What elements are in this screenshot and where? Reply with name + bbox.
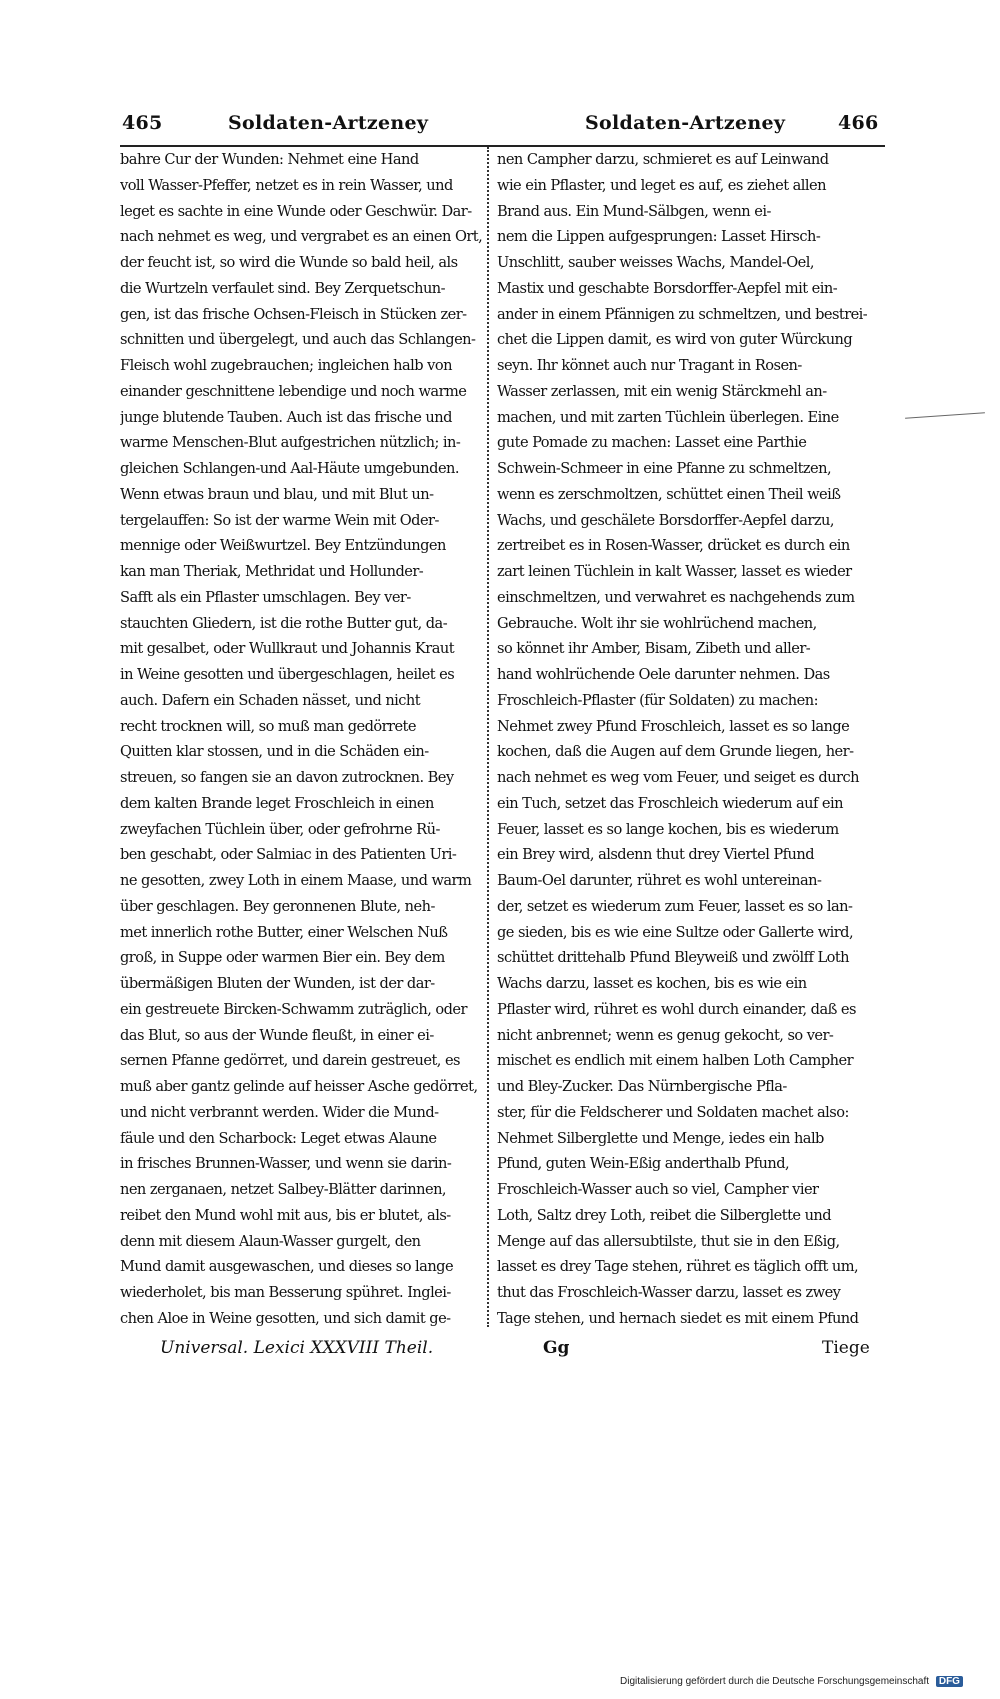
text-line: stauchten Gliedern, ist die rothe Butter gut, da- xyxy=(120,614,448,632)
left-page-number: 465 xyxy=(122,112,163,134)
text-line: Loth, Saltz drey Loth, reibet die Silberglette und xyxy=(497,1206,832,1224)
text-line: Wachs darzu, lasset es kochen, bis es wie ein xyxy=(497,975,807,992)
text-line: machen, und mit zarten Tüchlein überlegen. Eine xyxy=(497,408,839,426)
text-line: hand wohlrüchende Oele darunter nehmen. Das xyxy=(497,666,830,683)
text-line: Wenn etwas braun und blau, und mit Blut un- xyxy=(120,485,434,503)
text-line: sernen Pfanne gedörret, und darein gestreuet, es xyxy=(120,1052,460,1070)
right-page-number: 466 xyxy=(838,112,879,134)
text-line: die Wurtzeln verfaulet sind. Bey Zerquetschun- xyxy=(120,279,446,297)
text-line: recht trocknen will, so muß man gedörrete xyxy=(120,717,416,735)
text-line: ein Tuch, setzet das Froschleich wiederum auf ein xyxy=(497,794,843,812)
text-line: voll Wasser-Pfeffer, netzet es in rein Wasser, und xyxy=(120,176,453,194)
text-line: ge sieden, bis es wie eine Sultze oder Gallerte wird, xyxy=(497,923,854,941)
text-line: das Blut, so aus der Wunde fleußt, in einer ei- xyxy=(120,1026,434,1044)
text-line: schnitten und übergelegt, und auch das Schlangen- xyxy=(120,331,476,349)
digitization-notice xyxy=(620,1676,963,1687)
signature-mark: Gg xyxy=(543,1338,570,1358)
text-line: ander in einem Pfännigen zu schmeltzen, und bestrei- xyxy=(497,305,867,323)
text-line: Tage stehen, und hernach siedet es mit einem Pfund xyxy=(497,1309,859,1327)
text-line: Safft als ein Pflaster umschlagen. Bey ver- xyxy=(120,588,411,606)
text-line: chen Aloe in Weine gesotten, und sich damit ge- xyxy=(120,1309,451,1327)
text-line: zart leinen Tüchlein in kalt Wasser, lasset es wieder xyxy=(497,563,852,580)
text-line: ein gestreuete Bircken-Schwamm zuträglich, oder xyxy=(120,1000,467,1018)
text-line: Menge auf das allersubtilste, thut sie in den Eßig, xyxy=(497,1232,840,1250)
text-line: Brand aus. Ein Mund-Sälbgen, wenn ei- xyxy=(497,202,771,220)
text-line: Fleisch wohl zugebrauchen; ingleichen halb von xyxy=(120,357,452,374)
text-line: Nehmet zwey Pfund Froschleich, lasset es so lange xyxy=(497,717,850,735)
text-line: bahre Cur der Wunden: Nehmet eine Hand xyxy=(120,151,419,168)
text-line: lasset es drey Tage stehen, rühret es täglich offt um, xyxy=(497,1258,859,1276)
text-line: nach nehmet es weg, und vergrabet es an einen Ort, xyxy=(120,228,483,246)
text-line: Froschleich-Pflaster (für Soldaten) zu machen: xyxy=(497,691,818,709)
text-line: Froschleich-Wasser auch so viel, Campher vier xyxy=(497,1181,819,1198)
text-line: der feucht ist, so wird die Wunde so bald heil, als xyxy=(120,254,458,271)
text-line: nen zerganaen, netzet Salbey-Blätter darinnen, xyxy=(120,1181,447,1198)
text-line: Wachs, und geschälete Borsdorffer-Aepfel darzu, xyxy=(497,511,834,529)
column-divider xyxy=(487,147,491,1327)
text-line: Schwein-Schmeer in eine Pfanne zu schmeltzen, xyxy=(497,460,832,477)
text-line: einander geschnittene lebendige und noch warme xyxy=(120,382,467,400)
text-line: kochen, daß die Augen auf dem Grunde liegen, her- xyxy=(497,743,854,761)
text-line: so könnet ihr Amber, Bisam, Zibeth und aller- xyxy=(497,640,811,658)
text-line: warme Menschen-Blut aufgestrichen nützlich; in- xyxy=(120,434,461,452)
text-line: in frisches Brunnen-Wasser, und wenn sie darin- xyxy=(120,1155,452,1173)
text-line: reibet den Mund wohl mit aus, bis er blutet, als- xyxy=(120,1206,451,1224)
text-line: streuen, so fangen sie an davon zutrocknen. Bey xyxy=(120,769,454,786)
left-text-column xyxy=(120,147,490,1327)
text-line: auch. Dafern ein Schaden nässet, und nicht xyxy=(120,691,421,709)
text-line: wenn es zerschmoltzen, schüttet einen Theil weiß xyxy=(497,485,841,503)
text-line: Feuer, lasset es so lange kochen, bis es wiederum xyxy=(497,820,839,838)
text-line: mennige oder Weißwurtzel. Bey Entzündungen xyxy=(120,537,446,555)
digitization-notice-text: Digitalisierung gefördert durch die Deutsche Forschungsgemeinschaft xyxy=(620,1676,930,1687)
text-line: wie ein Pflaster, und leget es auf, es ziehet allen xyxy=(497,176,826,194)
text-line: gute Pomade zu machen: Lasset eine Parthie xyxy=(497,434,807,452)
text-line: gen, ist das frische Ochsen-Fleisch in Stücken zer- xyxy=(120,305,467,323)
text-line: Mund damit ausgewaschen, und dieses so lange xyxy=(120,1258,454,1276)
text-line: Mastix und geschabte Borsdorffer-Aepfel mit ein- xyxy=(497,279,838,297)
text-line: ben geschabt, oder Salmiac in des Patienten Uri- xyxy=(120,846,457,864)
text-line: der, setzet es wiederum zum Feuer, lasset es so lan- xyxy=(497,897,853,915)
text-line: denn mit diesem Alaun-Wasser gurgelt, den xyxy=(120,1232,421,1250)
text-line: ne gesotten, zwey Loth in einem Maase, und warm xyxy=(120,872,472,889)
text-line: übermäßigen Bluten der Wunden, ist der dar- xyxy=(120,975,435,992)
right-running-title: Soldaten-Artzeney xyxy=(585,112,786,134)
text-line: muß aber gantz gelinde auf heisser Asche gedörret, xyxy=(120,1078,478,1095)
text-line: junge blutende Tauben. Auch ist das frische und xyxy=(120,408,452,426)
text-line: ein Brey wird, alsdenn thut drey Viertel Pfund xyxy=(497,846,815,864)
text-line: gleichen Schlangen-und Aal-Häute umgebunden. xyxy=(120,460,459,477)
text-line: Quitten klar stossen, und in die Schäden ein- xyxy=(120,743,429,761)
text-line: chet die Lippen damit, es wird von guter Würckung xyxy=(497,331,853,349)
text-line: einschmeltzen, und verwahret es nachgehends zum xyxy=(497,588,855,606)
text-line: mischet es endlich mit einem halben Loth Campher xyxy=(497,1052,854,1070)
text-line: tergelauffen: So ist der warme Wein mit Oder- xyxy=(120,511,439,529)
text-line: und nicht verbrannt werden. Wider die Mund- xyxy=(120,1103,439,1121)
text-line: in Weine gesotten und übergeschlagen, heilet es xyxy=(120,666,455,683)
text-line: nicht anbrennet; wenn es genug gekocht, so ver- xyxy=(497,1026,834,1044)
text-line: Baum-Oel darunter, rühret es wohl untereinan- xyxy=(497,872,822,889)
signature-line: Universal. Lexici XXXVIII Theil. xyxy=(160,1338,434,1358)
text-line: dem kalten Brande leget Froschleich in einen xyxy=(120,794,434,812)
text-line: Gebrauche. Wolt ihr sie wohlrüchend machen, xyxy=(497,614,817,632)
text-line: Pfund, guten Wein-Eßig anderthalb Pfund, xyxy=(497,1155,790,1173)
text-line: leget es sachte in eine Wunde oder Geschwür. Dar- xyxy=(120,202,472,220)
text-line: groß, in Suppe oder warmen Bier ein. Bey dem xyxy=(120,949,445,967)
text-line: Wasser zerlassen, mit ein wenig Stärckmehl an- xyxy=(497,382,827,400)
text-line: Nehmet Silberglette und Menge, iedes ein halb xyxy=(497,1129,824,1147)
right-text-column xyxy=(497,147,867,1327)
text-line: ster, für die Feldscherer und Soldaten machet also: xyxy=(497,1103,849,1121)
dfg-logo: DFG xyxy=(936,1676,963,1687)
left-running-title: Soldaten-Artzeney xyxy=(228,112,429,134)
text-line: Unschlitt, sauber weisses Wachs, Mandel-Oel, xyxy=(497,254,814,271)
catchword: Tiege xyxy=(822,1338,870,1358)
text-line: thut das Froschleich-Wasser darzu, lasset es zwey xyxy=(497,1284,841,1301)
text-line: kan man Theriak, Methridat und Hollunder- xyxy=(120,563,424,580)
text-line: nach nehmet es weg vom Feuer, und seiget es durch xyxy=(497,769,859,786)
text-line: fäule und den Scharbock: Leget etwas Alaune xyxy=(120,1129,437,1147)
text-line: Pflaster wird, rühret es wohl durch einander, daß es xyxy=(497,1000,856,1018)
text-line: mit gesalbet, oder Wullkraut und Johannis Kraut xyxy=(120,640,455,658)
margin-pen-stroke xyxy=(905,412,985,419)
text-line: nem die Lippen aufgesprungen: Lasset Hirsch- xyxy=(497,228,821,246)
text-line: wiederholet, bis man Besserung spühret. Inglei- xyxy=(120,1284,451,1301)
text-line: schüttet drittehalb Pfund Bleyweiß und zwölff Loth xyxy=(497,949,849,967)
text-line: über geschlagen. Bey geronnenen Blute, neh- xyxy=(120,897,435,915)
text-line: met innerlich rothe Butter, einer Welschen Nuß xyxy=(120,923,448,941)
text-line: nen Campher darzu, schmieret es auf Leinwand xyxy=(497,151,829,168)
text-line: und Bley-Zucker. Das Nürnbergische Pfla- xyxy=(497,1078,787,1095)
text-line: seyn. Ihr könnet auch nur Tragant in Rosen- xyxy=(497,357,802,374)
text-line: zertreibet es in Rosen-Wasser, drücket es durch ein xyxy=(497,537,850,555)
text-line: zweyfachen Tüchlein über, oder gefrohrne Rü- xyxy=(120,820,440,838)
